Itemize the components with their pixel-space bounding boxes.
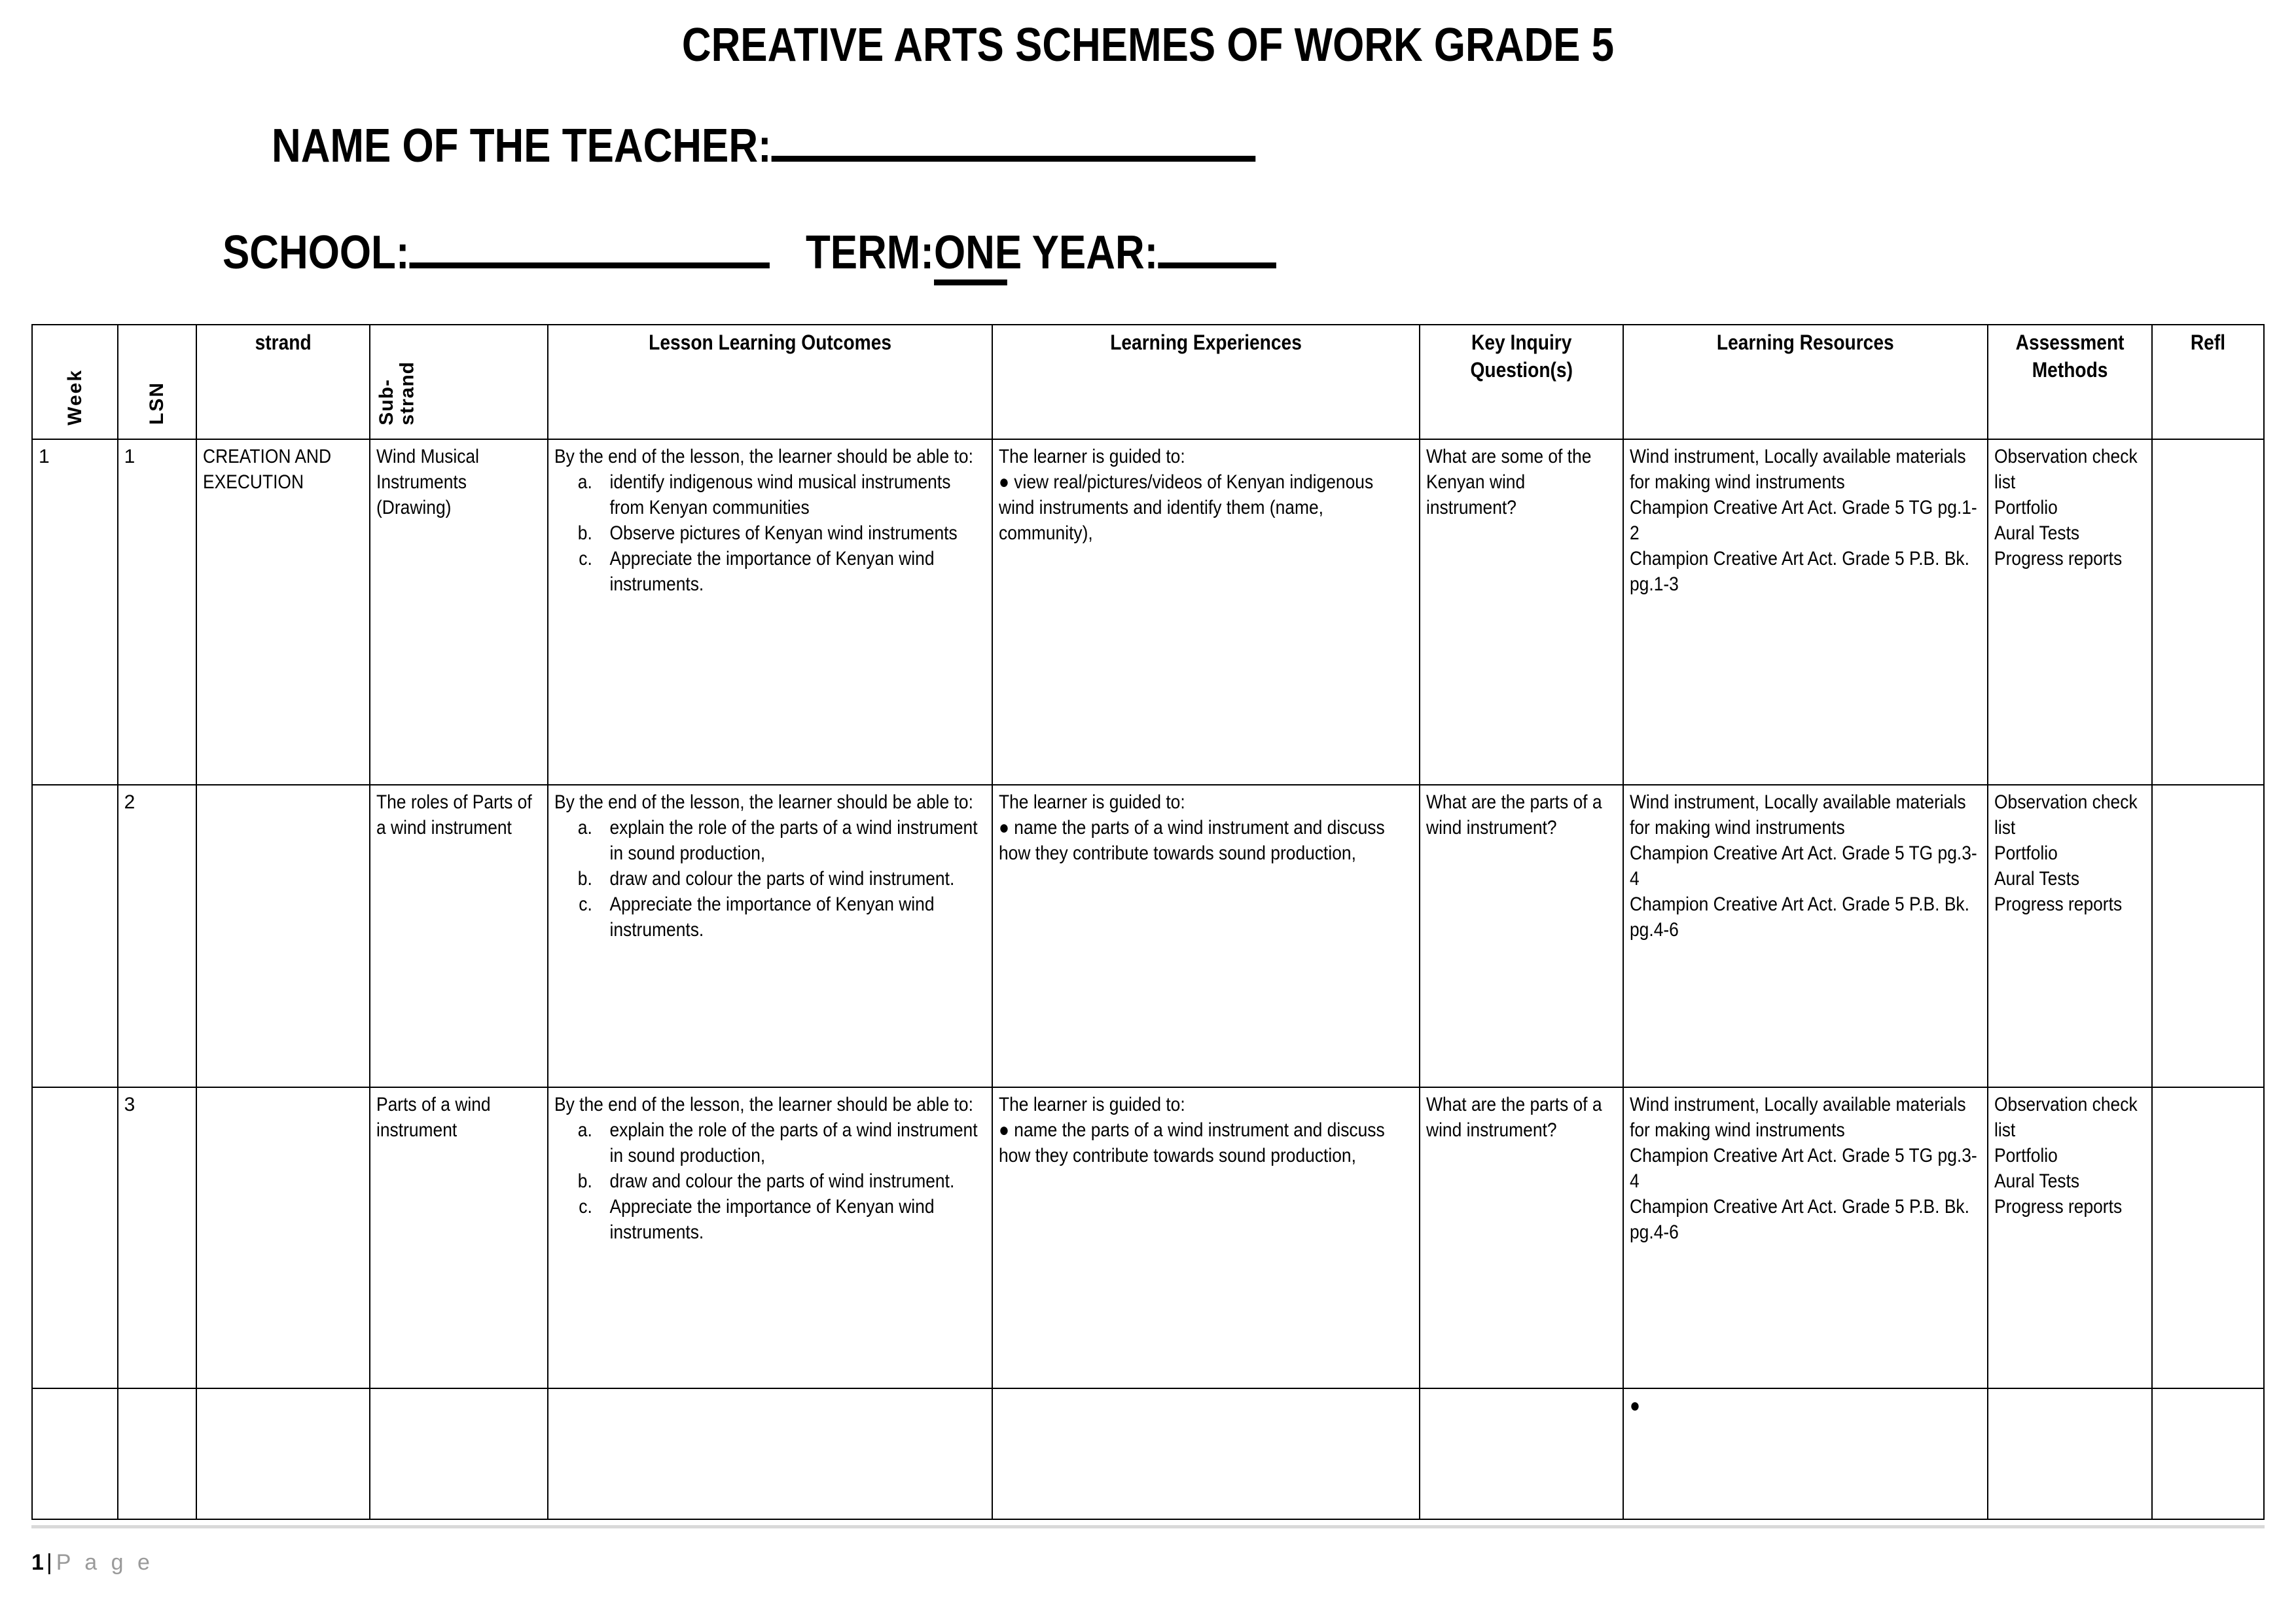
cell-strand <box>196 439 370 785</box>
column-header-learning-experiences-label: Learning Experiences <box>1110 331 1302 354</box>
resource-item: Champion Creative Art Act. Grade 5 P.B. Bk. pg.4-6 <box>1630 893 1970 941</box>
cell-week <box>32 1388 118 1519</box>
footer-page-word: P a g e <box>56 1550 154 1575</box>
assessment-item: Progress reports <box>1994 1196 2123 1218</box>
experience-item: ● name the parts of a wind instrument and discuss how they contribute towards sound production, <box>998 1119 1385 1166</box>
term-input-blank[interactable]: ONE <box>934 226 1007 285</box>
teacher-input-blank[interactable] <box>772 156 1256 162</box>
cell-lsn <box>118 439 197 785</box>
assessment-item: Observation check list <box>1994 446 2138 493</box>
outcomes-list <box>554 815 986 943</box>
year-label: YEAR: <box>1031 226 1158 279</box>
footer-divider <box>31 1525 2265 1528</box>
cell-strand <box>196 785 370 1087</box>
experiences-intro: The learner is guided to: <box>998 791 1185 813</box>
school-term-year-row <box>223 226 1276 285</box>
resources-wrapper <box>1630 789 1981 943</box>
cell-strand <box>196 1388 370 1519</box>
cell-week <box>32 785 118 1087</box>
key-inquiry-value: What are some of the Kenyan wind instrument? <box>1426 446 1592 518</box>
cell-refl <box>2152 1388 2264 1519</box>
assessment-item: Aural Tests <box>1994 1170 2080 1192</box>
outcome-item: b. Observe pictures of Kenyan wind instruments <box>597 520 986 546</box>
column-header-week <box>32 325 118 439</box>
cell-learning-resources <box>1623 785 1988 1087</box>
cell-lesson-learning-outcomes <box>548 1388 992 1519</box>
table-header <box>32 325 2264 439</box>
assessment-item: Observation check list <box>1994 1094 2138 1141</box>
footer-page-number: 1 <box>31 1550 44 1575</box>
cell-learning-experiences <box>992 439 1420 785</box>
column-header-key-inquiry-questions <box>1420 325 1623 439</box>
outcome-item: c. Appreciate the importance of Kenyan wind instruments. <box>597 1194 986 1245</box>
assessment-item: Portfolio <box>1994 1145 2058 1166</box>
cell-learning-resources <box>1623 1388 1988 1519</box>
cell-sub-strand <box>370 1087 547 1388</box>
sub-strand-value: The roles of Parts of a wind instrument <box>376 791 533 839</box>
assessment-item: Aural Tests <box>1994 522 2080 544</box>
week-value: 1 <box>39 446 50 467</box>
outcome-item: a. explain the role of the parts of a wind instrument in sound production, <box>597 1117 986 1168</box>
experiences-wrapper <box>999 444 1413 546</box>
column-header-sub-strand-label <box>376 361 418 425</box>
column-header-lesson-learning-outcomes <box>548 325 992 439</box>
resource-item: Champion Creative Art Act. Grade 5 P.B. Bk. pg.4-6 <box>1630 1196 1970 1243</box>
outcome-item: c. Appreciate the importance of Kenyan wind instruments. <box>597 892 986 943</box>
footer <box>31 1550 154 1576</box>
cell-learning-experiences <box>992 1388 1420 1519</box>
resource-item: Champion Creative Art Act. Grade 5 TG pg.1-2 <box>1630 497 1978 544</box>
outcomes-intro: By the end of the lesson, the learner should be able to: <box>554 1094 973 1115</box>
cell-assessment-methods <box>1988 439 2152 785</box>
outcome-item: a. identify indigenous wind musical instruments from Kenyan communities <box>597 469 986 520</box>
outcomes-list <box>554 469 986 597</box>
cell-week <box>32 1087 118 1388</box>
cell-key-inquiry-question <box>1420 439 1623 785</box>
assessment-item: Progress reports <box>1994 893 2123 915</box>
resource-item: Wind instrument, Locally available materials for making wind instruments <box>1630 791 1966 839</box>
cell-sub-strand <box>370 439 547 785</box>
experiences-intro: The learner is guided to: <box>998 1094 1185 1115</box>
cell-sub-strand <box>370 1388 547 1519</box>
sub-strand-value: Wind Musical Instruments (Drawing) <box>376 446 480 518</box>
column-header-week-label: Week <box>63 369 86 425</box>
sub-strand-value: Parts of a wind instrument <box>376 1094 492 1141</box>
cell-lesson-learning-outcomes <box>548 439 992 785</box>
column-header-lsn <box>118 325 197 439</box>
cell-lsn <box>118 785 197 1087</box>
table-row <box>32 1388 2264 1519</box>
outcomes-wrapper <box>554 789 986 943</box>
year-input-blank[interactable] <box>1158 262 1276 268</box>
cell-refl <box>2152 785 2264 1087</box>
column-header-lsn-label: LSN <box>146 382 168 425</box>
cell-key-inquiry-question <box>1420 1388 1623 1519</box>
outcomes-intro: By the end of the lesson, the learner should be able to: <box>554 446 973 467</box>
footer-separator: | <box>46 1550 52 1575</box>
cell-lesson-learning-outcomes <box>548 785 992 1087</box>
cell-lsn <box>118 1087 197 1388</box>
column-header-assessment-line-1: Assessment <box>2015 331 2125 354</box>
cell-assessment-methods <box>1988 785 2152 1087</box>
resource-item: Champion Creative Art Act. Grade 5 P.B. Bk. pg.1-3 <box>1630 548 1970 595</box>
column-header-refl <box>2152 325 2264 439</box>
cell-strand <box>196 1087 370 1388</box>
table-header-row <box>32 325 2264 439</box>
experiences-wrapper <box>999 1092 1413 1168</box>
teacher-field-row <box>272 119 1255 173</box>
resource-item: Wind instrument, Locally available materials for making wind instruments <box>1630 446 1966 493</box>
column-header-key-inquiry-line-1: Key Inquiry <box>1471 331 1572 354</box>
resources-wrapper <box>1630 444 1981 597</box>
cell-learning-experiences <box>992 1087 1420 1388</box>
school-input-blank[interactable] <box>410 262 770 268</box>
lsn-value: 1 <box>124 446 135 467</box>
sub-strand-line-1: Sub- <box>376 378 398 425</box>
cell-learning-resources <box>1623 1087 1988 1388</box>
outcomes-wrapper <box>554 1092 986 1245</box>
outcome-item: b. draw and colour the parts of wind instrument. <box>597 1168 986 1194</box>
column-header-refl-label: Refl <box>2190 331 2226 354</box>
outcome-item: a. explain the role of the parts of a wind instrument in sound production, <box>597 815 986 866</box>
column-header-learning-resources <box>1623 325 1988 439</box>
key-inquiry-value: What are the parts of a wind instrument? <box>1426 1094 1602 1141</box>
outcomes-list <box>554 1117 986 1245</box>
assessment-item: Aural Tests <box>1994 868 2080 890</box>
table-row <box>32 785 2264 1087</box>
strand-value: CREATION AND EXECUTION <box>203 446 332 493</box>
experience-item: ● name the parts of a wind instrument and discuss how they contribute towards sound production, <box>998 817 1385 864</box>
column-header-strand <box>196 325 370 439</box>
outcomes-intro: By the end of the lesson, the learner should be able to: <box>554 791 973 813</box>
cell-week <box>32 439 118 785</box>
resource-empty-bullet: ● <box>1630 1395 1641 1416</box>
schemes-of-work-table <box>31 324 2265 1520</box>
column-header-learning-resources-label: Learning Resources <box>1717 331 1895 354</box>
teacher-label: NAME OF THE TEACHER: <box>272 120 772 172</box>
cell-refl <box>2152 1087 2264 1388</box>
cell-learning-resources <box>1623 439 1988 785</box>
cell-key-inquiry-question <box>1420 1087 1623 1388</box>
assessment-item: Portfolio <box>1994 842 2058 864</box>
assessment-wrapper <box>1994 789 2145 917</box>
outcome-item: b. draw and colour the parts of wind instrument. <box>597 866 986 892</box>
column-header-assessment-line-2: Methods <box>2032 357 2108 382</box>
outcomes-wrapper <box>554 444 986 597</box>
cell-key-inquiry-question <box>1420 785 1623 1087</box>
column-header-strand-label: strand <box>255 331 312 354</box>
resources-wrapper <box>1630 1092 1981 1245</box>
column-header-lesson-learning-outcomes-label: Lesson Learning Outcomes <box>648 331 891 354</box>
column-header-learning-experiences <box>992 325 1420 439</box>
cell-lsn <box>118 1388 197 1519</box>
assessment-item: Progress reports <box>1994 548 2123 569</box>
column-header-key-inquiry-line-2: Question(s) <box>1470 357 1573 382</box>
experience-item: ● view real/pictures/videos of Kenyan indigenous wind instruments and identify them (name, community), <box>998 471 1373 544</box>
lsn-value: 2 <box>124 791 135 813</box>
table-row <box>32 1087 2264 1388</box>
resources-wrapper <box>1630 1393 1981 1418</box>
sub-strand-line-2: strand <box>396 361 418 425</box>
assessment-wrapper <box>1994 444 2145 571</box>
resource-item: Champion Creative Art Act. Grade 5 TG pg.3-4 <box>1630 1145 1978 1192</box>
cell-refl <box>2152 439 2264 785</box>
assessment-item: Observation check list <box>1994 791 2138 839</box>
experiences-wrapper <box>999 789 1413 866</box>
cell-learning-experiences <box>992 785 1420 1087</box>
column-header-sub-strand <box>370 325 547 439</box>
table-body <box>32 439 2264 1519</box>
school-label: SCHOOL: <box>223 226 410 279</box>
term-label: TERM: <box>805 226 934 279</box>
assessment-wrapper <box>1994 1092 2145 1219</box>
lsn-value: 3 <box>124 1094 135 1115</box>
column-header-assessment-methods <box>1988 325 2152 439</box>
experiences-intro: The learner is guided to: <box>998 446 1185 467</box>
cell-assessment-methods <box>1988 1087 2152 1388</box>
cell-lesson-learning-outcomes <box>548 1087 992 1388</box>
assessment-item: Portfolio <box>1994 497 2058 518</box>
resource-item: Champion Creative Art Act. Grade 5 TG pg.3-4 <box>1630 842 1978 890</box>
cell-assessment-methods <box>1988 1388 2152 1519</box>
resource-item: Wind instrument, Locally available materials for making wind instruments <box>1630 1094 1966 1141</box>
outcome-item: c. Appreciate the importance of Kenyan wind instruments. <box>597 546 986 597</box>
page-title: CREATIVE ARTS SCHEMES OF WORK GRADE 5 <box>681 19 1615 71</box>
key-inquiry-value: What are the parts of a wind instrument? <box>1426 791 1602 839</box>
table-row <box>32 439 2264 785</box>
cell-sub-strand <box>370 785 547 1087</box>
